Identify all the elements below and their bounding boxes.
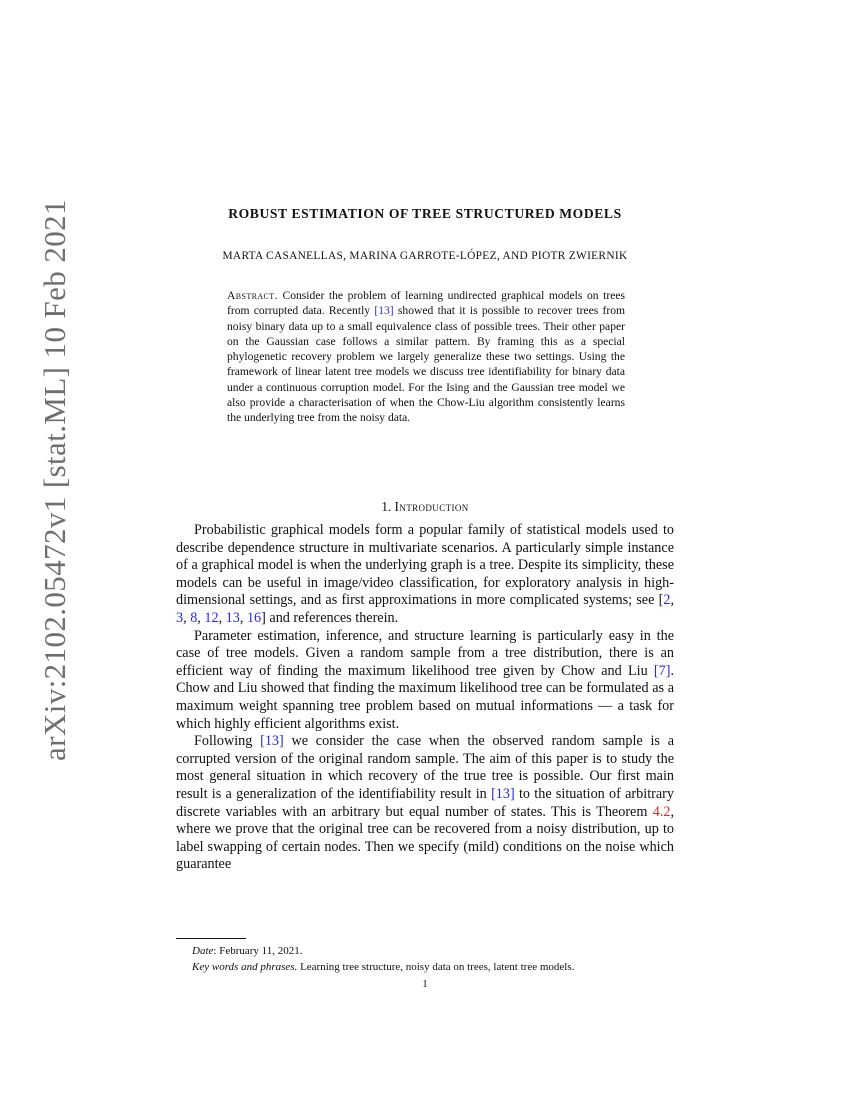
citation-separator: ,	[670, 592, 674, 609]
citation-link[interactable]: 16	[246, 609, 262, 626]
footnote-date	[176, 944, 674, 960]
citation-separator: ,	[218, 609, 226, 626]
footnote-keywords	[176, 960, 674, 976]
section-title: Introduction	[394, 499, 469, 514]
theorem-reference-link[interactable]: 4.2	[652, 803, 671, 820]
paragraph-text: Following	[194, 733, 261, 750]
paragraph-3	[176, 733, 674, 874]
section-heading	[0, 499, 850, 515]
paper-title: ROBUST ESTIMATION OF TREE STRUCTURED MODELS	[228, 206, 622, 221]
citation-link[interactable]: [13]	[260, 733, 284, 750]
body-text	[176, 522, 674, 874]
citation-link[interactable]: [13]	[491, 785, 515, 802]
arxiv-identifier-stamp: arXiv:2102.05472v1 [stat.ML] 10 Feb 2021	[37, 199, 72, 761]
citation-link[interactable]: 2	[663, 592, 671, 609]
abstract-text: Consider the problem of learning undirected graphical models on trees from corrupted data. Recently	[227, 289, 625, 318]
paragraph-1	[176, 522, 674, 628]
page-number: 1	[422, 978, 428, 990]
paper-authors: MARTA CASANELLAS, MARINA GARROTE-LÓPEZ, AND PIOTR ZWIERNIK	[222, 250, 628, 262]
paragraph-text: , where we prove that the original tree can be recovered from a noisy distribution, up to label swapping of certain nodes. Then we specify (mild) conditions on the noise which guarantee	[176, 803, 674, 873]
citation-link[interactable]: 8	[190, 609, 198, 626]
citation-link[interactable]: 13	[225, 609, 240, 626]
paragraph-text: we consider the case when the observed random sample is a corrupted version of the original random sample. The aim of this paper is to study the most general situation in which recovery of the true tree is possible. Our first main result is a generalization of the identifiability result in	[176, 733, 674, 802]
paragraph-text: . Chow and Liu showed that finding the maximum likelihood tree can be formulated as a maximum weight spanning tree problem based on mutual informations — a task for which highly efficient algorithms exist.	[176, 662, 674, 732]
citation-separator: ,	[239, 609, 247, 626]
citation-separator: ,	[183, 609, 191, 626]
footnote-date-label: Date	[192, 945, 214, 957]
footnotes	[176, 944, 674, 975]
section-number: 1.	[381, 499, 392, 514]
footnote-keywords-value: Learning tree structure, noisy data on trees, latent tree models.	[297, 960, 575, 973]
paragraph-text: ] and references therein.	[261, 609, 399, 626]
footnote-keywords-label: Key words and phrases.	[192, 960, 298, 973]
citation-link[interactable]: [13]	[374, 304, 394, 318]
citation-link[interactable]: 3	[176, 609, 184, 626]
abstract-text: showed that it is possible to recover trees from noisy binary data up to a small equivalence class of possible trees. Their other paper on the Gaussian case follows a similar pattern. By framing this as a special phylogenetic recovery problem we largely generalize these two settings. Using the framework of linear latent tree models we discuss tree identifiability for binary data under a continuous corruption model. For the Ising and the Gaussian tree model we also provide a characterisation of when the Chow-Liu algorithm consistently learns the underlying tree from the noisy data.	[227, 304, 626, 425]
citation-separator: ,	[197, 609, 205, 626]
abstract-label: Abstract.	[227, 289, 278, 302]
abstract	[227, 288, 625, 426]
paragraph-text: Probabilistic graphical models form a popular family of statistical models used to describe dependence structure in multivariate scenarios. A particularly simple instance of a graphical model is when the underlying graph is a tree. Despite its simplicity, these models can be useful in image/video classification, for exploratory analysis in high-dimensional settings, and as first approximations in more complicated systems; see [	[176, 522, 674, 609]
paragraph-text: Parameter estimation, inference, and structure learning is particularly easy in the case of tree models. Given a random sample from a tree distribution, there is an efficient way of finding the maximum likelihood tree given by Chow and Liu	[176, 627, 674, 679]
citation-link[interactable]: 12	[204, 609, 219, 626]
paragraph-2	[176, 628, 674, 734]
paragraph-text: to the situation of arbitrary discrete variables with an arbitrary but equal number of states. This is Theorem	[176, 785, 674, 820]
footnote-divider	[176, 938, 246, 939]
citation-link[interactable]: [7]	[653, 662, 671, 679]
footnote-date-value: : February 11, 2021.	[213, 945, 303, 957]
